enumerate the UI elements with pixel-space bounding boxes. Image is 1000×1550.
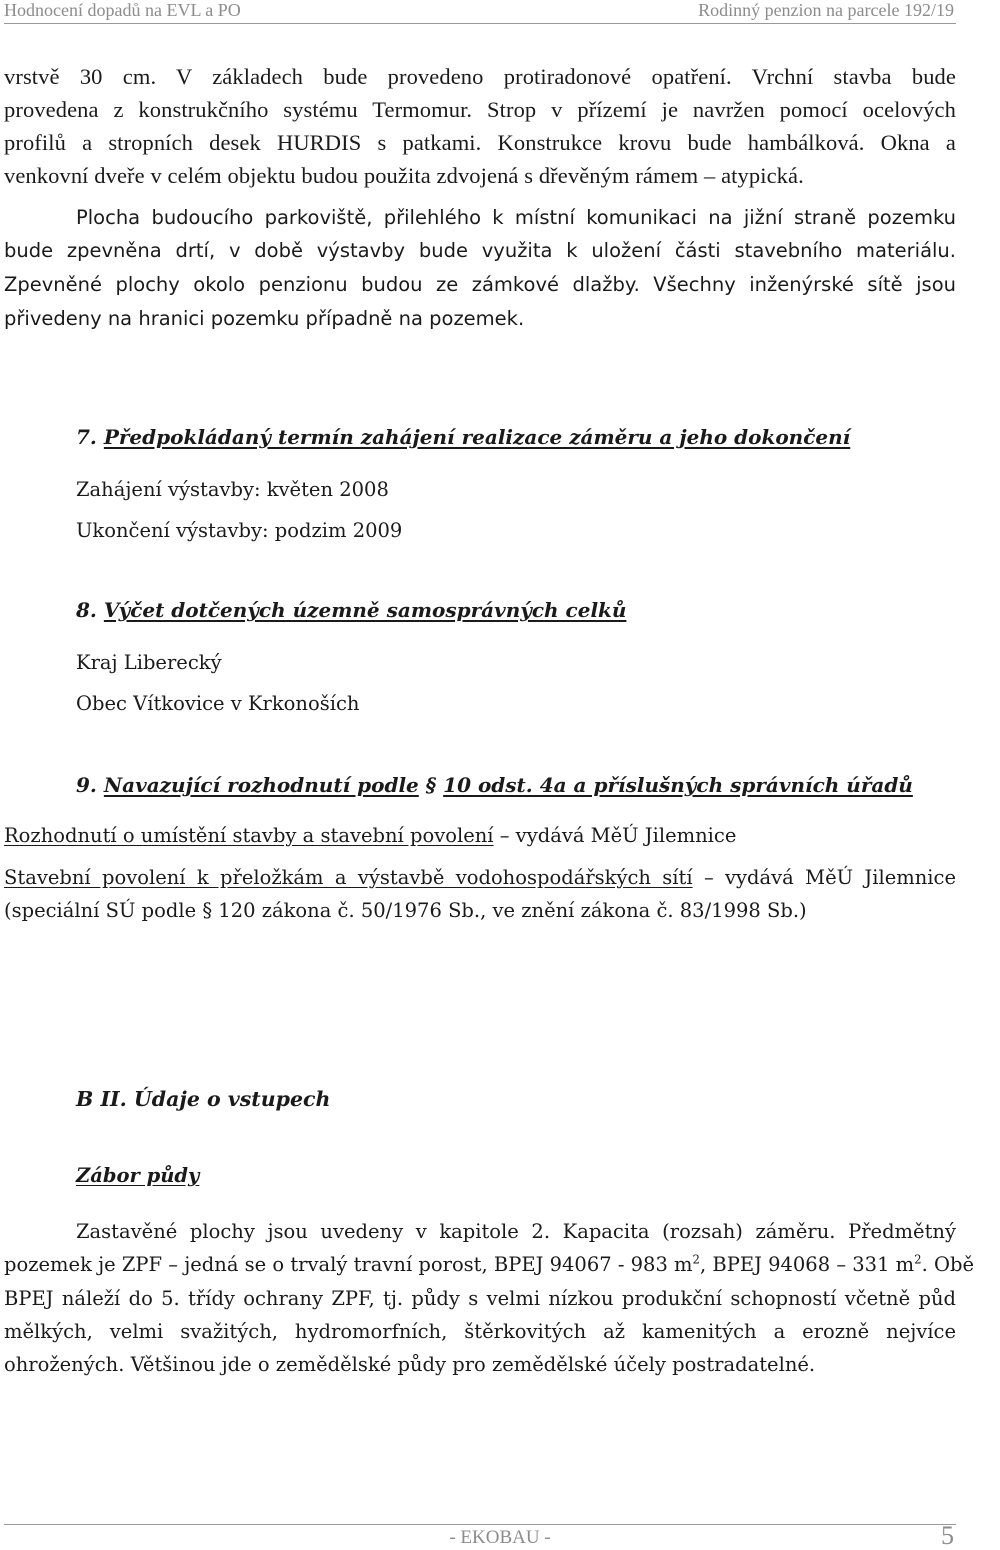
decision-2-title: Stavební povolení k přeložkám a výstavbě vodohospodářských sítí [4, 866, 693, 889]
parking-line-3: Zpevněné plochy okolo penzionu budou ze zámkové dlažby. Všechny inženýrské sítě jsou [4, 273, 956, 296]
b2-subtitle [76, 1164, 199, 1187]
b2-heading: B II. Údaje o vstupech [76, 1087, 331, 1111]
decision-line-1 [4, 823, 736, 849]
parking-line-4: přivedeny na hranici pozemku případně na pozemek. [4, 307, 525, 330]
section-8-region: Kraj Liberecký [76, 651, 222, 674]
header-right: Rodinný penzion na parcele 192/19 [698, 0, 954, 20]
intro-line-2: provedena z konstrukčního systému Termomur. Strop v přízemí je navržen pomocí ocelových [4, 97, 956, 122]
footer-divider [4, 1524, 956, 1525]
section-9-title-rest: 10 odst. 4a a příslušných správních úřadů [443, 773, 913, 797]
decision-3-part-a: (speciální SÚ podle [4, 899, 197, 922]
b2-line-2-part-b: , BPEJ 94068 – 331 m [699, 1253, 915, 1276]
b2-subtitle-text: Zábor půdy [76, 1164, 200, 1187]
footer-center: - EKOBAU - [449, 1527, 551, 1548]
b2-line-2-part-c: . Obě [921, 1253, 975, 1276]
section-9-heading [76, 773, 913, 797]
intro-line-4: venkovní dveře v celém objektu budou použita zdvojená s dřevěným rámem – atypická. [4, 163, 804, 188]
intro-line-1: vrstvě 30 cm. V základech bude provedeno protiradonové opatření. Vrchní stavba bude [4, 64, 956, 89]
intro-line-3: profilů a stropních desek HURDIS s patkami. Konstrukce krovu bude hambálková. Okna a [4, 130, 956, 155]
page-number: 5 [941, 1521, 954, 1550]
parking-line-2: bude zpevněna drtí, v době výstavby bude využita k uložení části stavebního materiálu. [4, 239, 956, 262]
section-7-heading [76, 425, 850, 449]
b2-line-3: BPEJ náleží do 5. třídy ochrany ZPF, tj. půdy s velmi nízkou produkční schopností včetně půd [4, 1287, 956, 1310]
section-8-municipality: Obec Vítkovice v Krkonoších [76, 692, 360, 715]
b2-line-1: Zastavěné plochy jsou uvedeny v kapitole 2. Kapacita (rozsah) záměru. Předmětný [76, 1220, 956, 1243]
section-8-title: Výčet dotčených územně samosprávných celků [103, 598, 627, 622]
decision-3-part-b: 120 zákona č. 50/1976 Sb., ve znění zákona č. 83/1998 Sb.) [218, 899, 807, 922]
superscript: 2 [692, 1252, 700, 1267]
section-8-number: 8. [76, 598, 97, 622]
section-9-title: Navazující rozhodnutí podle [103, 773, 419, 797]
parking-line-1: Plocha budoucího parkoviště, přilehlého k místní komunikaci na jižní straně pozemku [76, 206, 956, 229]
b2-line-2 [4, 1248, 975, 1281]
decision-1-authority: – vydává MěÚ Jilemnice [493, 824, 737, 847]
section-7-title: Předpokládaný termín zahájení realizace záměru a jeho dokončení [103, 425, 851, 449]
section-8-heading [76, 598, 626, 622]
b2-line-2-part-a: pozemek je ZPF – jedná se o trvalý travní porost, BPEJ 94067 - 983 m [4, 1253, 693, 1276]
section-7-start: Zahájení výstavby: květen 2008 [76, 478, 389, 501]
section-7-end: Ukončení výstavby: podzim 2009 [76, 519, 403, 542]
header-divider [4, 23, 956, 24]
decision-line-2 [4, 865, 956, 891]
header-left: Hodnocení dopadů na EVL a PO [4, 0, 241, 20]
decision-2-authority: – vydává MěÚ Jilemnice [692, 866, 956, 889]
b2-line-4: mělkých, velmi svažitých, hydromorfních, štěrkovitých až kamenitých a erozně nejvíce [4, 1320, 956, 1343]
section-sign-icon: § [425, 773, 437, 797]
b2-line-5: ohrožených. Většinou jde o zemědělské půdy pro zemědělské účely postradatelné. [4, 1353, 816, 1376]
decision-line-3 [4, 898, 807, 924]
section-7-number: 7. [76, 425, 97, 449]
section-sign-icon: § [202, 899, 213, 922]
superscript: 2 [914, 1252, 922, 1267]
decision-1-title: Rozhodnutí o umístění stavby a stavební povolení [4, 824, 494, 847]
section-9-number: 9. [76, 773, 97, 797]
